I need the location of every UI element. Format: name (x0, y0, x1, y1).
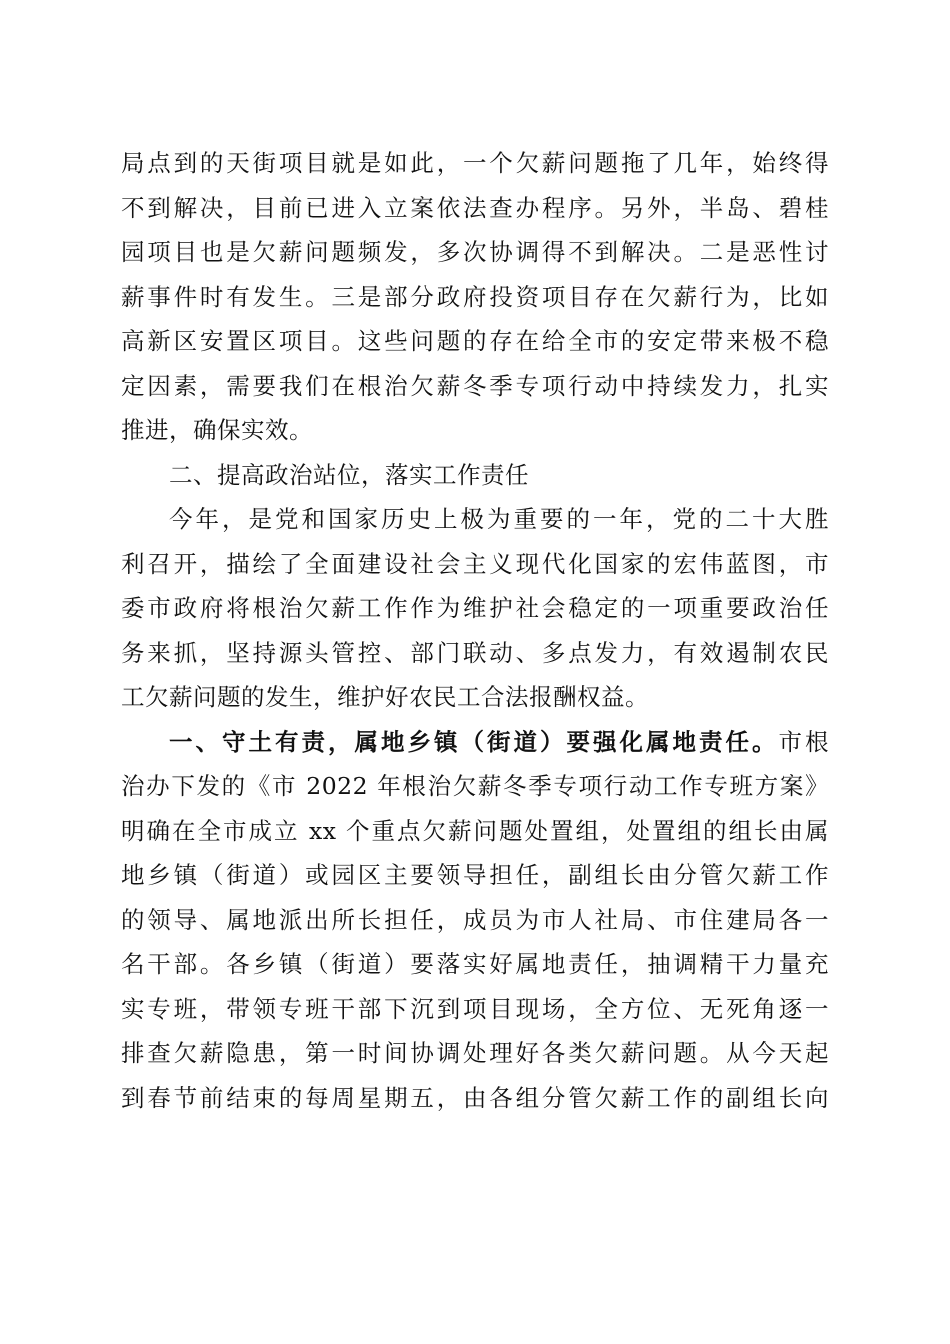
text-line: 实专班，带领专班干部下沉到项目现场，全方位、无死角逐一 (121, 994, 829, 1023)
text-line-lead (121, 720, 829, 765)
text-line: 今年，是党和国家历史上极为重要的一年，党的二十大胜 (169, 505, 829, 533)
text-fragment: 市根 (778, 727, 829, 756)
paragraph-wage-arrears-issues (121, 141, 829, 453)
text-line: 委市政府将根治欠薪工作作为维护社会稳定的一项重要政治任 (121, 594, 829, 622)
text-line: 定因素，需要我们在根治欠薪冬季专项行动中持续发力，扎实 (121, 371, 829, 400)
text-line: 不到解决，目前已进入立案依法查办程序。另外，半岛、碧桂 (121, 193, 829, 222)
text-line: 的领导、属地派出所长担任，成员为市人社局、市住建局各一 (121, 905, 829, 934)
text-line: 到春节前结束的每周星期五，由各组分管欠薪工作的副组长向 (121, 1083, 829, 1112)
document-body (121, 141, 829, 1120)
text-line: 薪事件时有发生。三是部分政府投资项目存在欠薪行为，比如 (121, 282, 829, 311)
paragraph-political-stance (121, 497, 829, 720)
paragraph-territorial-responsibility (121, 720, 829, 1121)
text-line: 局点到的天街项目就是如此，一个欠薪问题拖了几年，始终得 (121, 149, 829, 177)
text-line: 务来抓，坚持源头管控、部门联动、多点发力，有效遏制农民 (121, 638, 829, 667)
text-line: 名干部。各乡镇（街道）要落实好属地责任，抽调精干力量充 (121, 950, 829, 978)
text-line: 高新区安置区项目。这些问题的存在给全市的安定带来极不稳 (121, 327, 829, 355)
text-line: 明确在全市成立 xx 个重点欠薪问题处置组，处置组的组长由属 (121, 816, 829, 845)
text-line: 工欠薪问题的发生，维护好农民工合法报酬权益。 (121, 683, 649, 711)
text-line: 推进，确保实效。 (121, 416, 313, 444)
text-line: 排查欠薪隐患，第一时间协调处理好各类欠薪问题。从今天起 (121, 1039, 829, 1067)
text-line: 利召开，描绘了全面建设社会主义现代化国家的宏伟蓝图，市 (121, 549, 829, 578)
section-heading: 二、提高政治站位，落实工作责任 (169, 460, 529, 489)
text-line: 治办下发的《市 2022 年根治欠薪冬季专项行动工作专班方案》 (121, 772, 829, 800)
text-line: 地乡镇（街道）或园区主要领导担任，副组长由分管欠薪工作 (121, 861, 829, 889)
text-line: 园项目也是欠薪问题频发，多次协调得不到解决。二是恶性讨 (121, 238, 829, 266)
subsection-heading-bold: 一、守土有责，属地乡镇（街道）要强化属地责任。 (169, 727, 779, 756)
